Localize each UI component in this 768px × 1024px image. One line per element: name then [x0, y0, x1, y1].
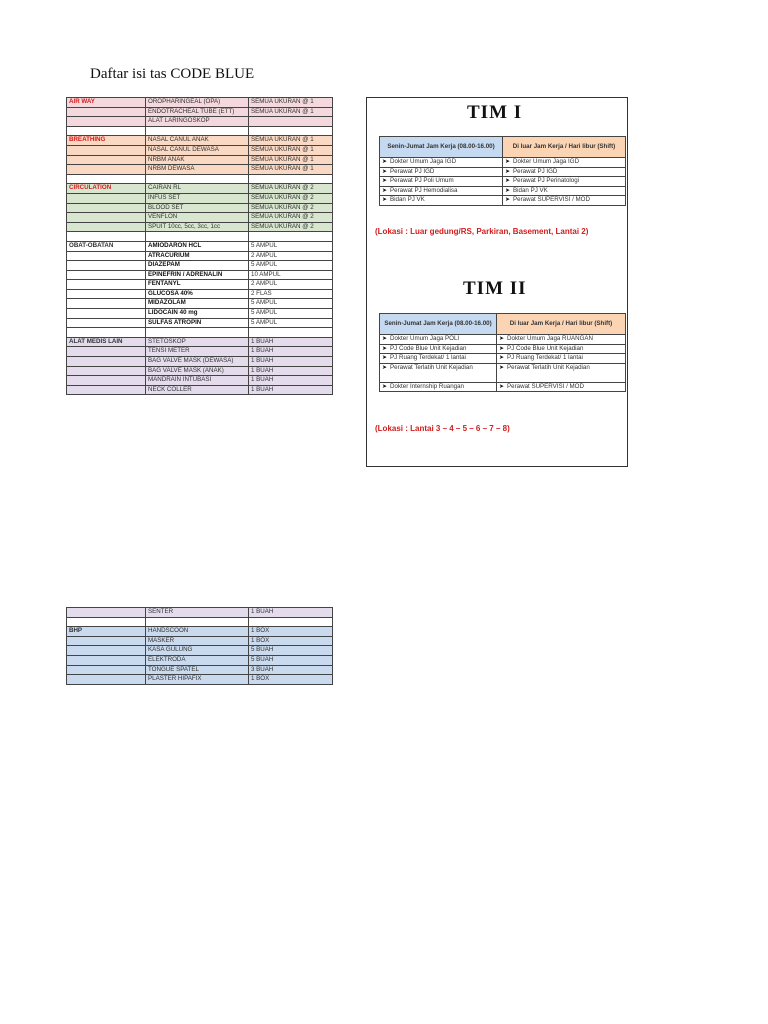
tim2-role-weekday: PJ Ruang Terdekat/ 1 lantai [390, 354, 466, 362]
category-label: BHP [67, 627, 146, 637]
table-row [67, 318, 333, 328]
table-row [380, 354, 626, 364]
spacer-row [67, 232, 333, 242]
table-header-row [380, 137, 626, 158]
bhp-inventory-table [66, 607, 333, 685]
tim2-role-shift: Perawat SUPERVISI / MOD [507, 382, 584, 390]
item-name: NRBM ANAK [146, 155, 249, 165]
item-qty: SEMUA UKURAN @ 2 [249, 213, 333, 223]
tim1-role-weekday: Perawat PJ Poli Umum [390, 177, 454, 185]
table-row [67, 636, 333, 646]
category-label: CIRCULATION [67, 184, 146, 194]
item-name: VENFLON [146, 213, 249, 223]
item-qty: 1 BUAH [249, 366, 333, 376]
tim2-location: (Lokasi : Lantai 3 – 4 – 5 – 6 – 7 – 8) [375, 424, 510, 433]
arrowhead-bullet-icon: ➤ [499, 383, 505, 390]
table-row [67, 155, 333, 165]
tim2-table [379, 313, 626, 392]
item-qty: 1 BOX [249, 636, 333, 646]
tim1-table [379, 136, 626, 206]
table-row [380, 196, 626, 206]
table-header-row [380, 314, 626, 335]
item-name: DIAZEPAM [146, 261, 249, 271]
arrowhead-bullet-icon: ➤ [505, 168, 511, 175]
item-qty: SEMUA UKURAN @ 2 [249, 193, 333, 203]
item-qty: SEMUA UKURAN @ 1 [249, 136, 333, 146]
item-qty: SEMUA UKURAN @ 1 [249, 98, 333, 108]
table-row [67, 98, 333, 108]
category-label: BREATHING [67, 136, 146, 146]
table-row [67, 107, 333, 117]
arrowhead-bullet-icon: ➤ [505, 187, 511, 194]
item-name: TONGUE SPATEL [146, 665, 249, 675]
table-row [380, 158, 626, 168]
arrowhead-bullet-icon: ➤ [382, 159, 388, 165]
item-qty: 1 BUAH [249, 357, 333, 367]
table-row [67, 299, 333, 309]
tim1-header-right: Di luar Jam Kerja / Hari libur (Shift) [503, 137, 626, 158]
arrowhead-bullet-icon: ➤ [382, 345, 388, 352]
item-name: ENDOTRACHEAL TUBE (ETT) [146, 107, 249, 117]
item-name: NECK COLLER [146, 385, 249, 395]
table-row [380, 177, 626, 187]
tim2-role-weekday: PJ Code Blue Unit Kejadian [390, 344, 467, 352]
item-name: MANDRAIN INTUBASI [146, 376, 249, 386]
arrowhead-bullet-icon: ➤ [382, 355, 388, 362]
item-qty: 5 AMPUL [249, 261, 333, 271]
arrowhead-bullet-icon: ➤ [505, 178, 511, 185]
arrowhead-bullet-icon: ➤ [382, 383, 388, 390]
item-name: STETOSKOP [146, 337, 249, 347]
item-qty: 1 BUAH [249, 385, 333, 395]
table-row [67, 289, 333, 299]
arrowhead-bullet-icon: ➤ [499, 336, 505, 342]
table-row [67, 280, 333, 290]
item-qty: 1 BUAH [249, 347, 333, 357]
item-name: TENSI METER [146, 347, 249, 357]
item-name: LIDOCAIN 40 mg [146, 309, 249, 319]
item-name: EPINEFRIN / ADRENALIN [146, 270, 249, 280]
item-qty: 5 AMPUL [249, 241, 333, 251]
spacer-row [67, 328, 333, 338]
table-row [380, 167, 626, 177]
arrowhead-bullet-icon: ➤ [382, 168, 388, 175]
tim1-role-shift: Bidan PJ VK [513, 186, 548, 194]
item-qty: SEMUA UKURAN @ 1 [249, 155, 333, 165]
item-name: ATRACURIUM [146, 251, 249, 261]
table-row [67, 251, 333, 261]
item-qty: SEMUA UKURAN @ 1 [249, 165, 333, 175]
item-qty: 2 AMPUL [249, 280, 333, 290]
tim2-header-right: Di luar Jam Kerja / Hari libur (Shift) [497, 314, 626, 335]
table-row [67, 337, 333, 347]
arrowhead-bullet-icon: ➤ [382, 197, 388, 204]
item-qty: 1 BOX [249, 627, 333, 637]
tim1-role-weekday: Perawat PJ Hemodialisa [390, 186, 458, 194]
item-qty: 1 BUAH [249, 376, 333, 386]
table-row [67, 366, 333, 376]
item-name: MASKER [146, 636, 249, 646]
item-qty: 5 AMPUL [249, 299, 333, 309]
tim2-role-shift: Perawat Terlatih Unit Kejadian [507, 363, 590, 371]
tim2-role-weekday: Dokter Umum Jaga POLI [390, 335, 460, 342]
table-row [67, 665, 333, 675]
item-qty: SEMUA UKURAN @ 2 [249, 222, 333, 232]
item-qty: 3 BUAH [249, 665, 333, 675]
tim1-role-shift: Perawat SUPERVISI / MOD [513, 196, 590, 204]
table-row [67, 646, 333, 656]
item-name: BLOOD SET [146, 203, 249, 213]
tim2-role-shift: PJ Code Blue Unit Kejadian [507, 344, 584, 352]
table-row [380, 186, 626, 196]
arrowhead-bullet-icon: ➤ [499, 345, 505, 352]
item-qty: 2 FLAS [249, 289, 333, 299]
item-qty: 5 BUAH [249, 646, 333, 656]
tim2-role-shift: PJ Ruang Terdekat/ 1 lantai [507, 354, 583, 362]
item-qty: SEMUA UKURAN @ 1 [249, 145, 333, 155]
item-qty: 1 BUAH [249, 337, 333, 347]
item-name: PLASTER HIPAFIX [146, 675, 249, 685]
tim2-role-weekday: Dokter Internship Ruangan [390, 382, 464, 390]
spacer-row [67, 126, 333, 136]
table-row [67, 222, 333, 232]
tim2-header-left: Senin-Jumat Jam Kerja (08.00-16.00) [380, 314, 497, 335]
category-label: AIR WAY [67, 98, 146, 108]
table-row [67, 608, 333, 618]
item-name: MIDAZOLAM [146, 299, 249, 309]
tim1-role-shift: Perawat PJ IGD [513, 167, 558, 175]
item-qty: 5 AMPUL [249, 309, 333, 319]
item-name: BAG VALVE MASK (DEWASA) [146, 357, 249, 367]
table-row [67, 270, 333, 280]
table-row [380, 344, 626, 354]
table-row [67, 136, 333, 146]
table-row [67, 357, 333, 367]
tim2-role-shift: Dokter Umum Jaga RUANGAN [507, 335, 593, 342]
arrowhead-bullet-icon: ➤ [382, 178, 388, 185]
item-qty: 5 AMPUL [249, 318, 333, 328]
table-row [67, 203, 333, 213]
table-row [67, 184, 333, 194]
table-row [67, 261, 333, 271]
spacer-row [67, 174, 333, 184]
item-qty: SEMUA UKURAN @ 2 [249, 203, 333, 213]
code-blue-inventory-table [66, 97, 333, 395]
tim2-title: TIM II [463, 278, 527, 299]
arrowhead-bullet-icon: ➤ [499, 364, 505, 371]
spacer-row [67, 617, 333, 627]
table-row [67, 385, 333, 395]
item-name: HANDSCOON [146, 627, 249, 637]
arrowhead-bullet-icon: ➤ [499, 355, 505, 362]
tim1-role-shift: Perawat PJ Perinatologi [513, 177, 580, 185]
arrowhead-bullet-icon: ➤ [505, 159, 511, 165]
item-name: OROPHARINGEAL (OPA) [146, 98, 249, 108]
item-qty [249, 117, 333, 127]
item-qty: 1 BUAH [249, 608, 333, 618]
arrowhead-bullet-icon: ➤ [382, 364, 388, 371]
item-name: FENTANYL [146, 280, 249, 290]
table-row [67, 376, 333, 386]
table-row [380, 382, 626, 392]
table-row [67, 241, 333, 251]
item-name: NASAL CANUL ANAK [146, 136, 249, 146]
tim1-role-weekday: Bidan PJ VK [390, 196, 425, 204]
item-name: ELEKTRODA [146, 655, 249, 665]
tim1-role-weekday: Perawat PJ IGD [390, 167, 435, 175]
tim2-role-weekday: Perawat Terlatih Unit Kejadian [390, 363, 473, 371]
page-title: Daftar isi tas CODE BLUE [90, 66, 255, 82]
item-qty: 2 AMPUL [249, 251, 333, 261]
table-row [380, 363, 626, 382]
tim1-title: TIM I [467, 102, 523, 123]
team-panel [366, 97, 628, 467]
item-qty: 5 BUAH [249, 655, 333, 665]
table-row [67, 655, 333, 665]
table-row [67, 627, 333, 637]
item-qty: SEMUA UKURAN @ 2 [249, 184, 333, 194]
item-qty: 10 AMPUL [249, 270, 333, 280]
item-name: KASA GULUNG [146, 646, 249, 656]
item-qty: 1 BOX [249, 675, 333, 685]
category-label: OBAT-OBATAN [67, 241, 146, 251]
category-label: ALAT MEDIS LAIN [67, 337, 146, 347]
tim1-role-shift: Dokter Umum Jaga IGD [513, 158, 580, 165]
tim1-location: (Lokasi : Luar gedung/RS, Parkiran, Basement, Lantai 2) [375, 227, 589, 236]
table-row [67, 117, 333, 127]
table-row [67, 213, 333, 223]
item-name: NRBM DEWASA [146, 165, 249, 175]
table-row [67, 145, 333, 155]
table-row [67, 193, 333, 203]
item-name: SENTER [146, 608, 249, 618]
item-name: CAIRAN RL [146, 184, 249, 194]
item-name: AMIODARON HCL [146, 241, 249, 251]
item-name: GLUCOSA 40% [146, 289, 249, 299]
table-row [67, 347, 333, 357]
arrowhead-bullet-icon: ➤ [505, 197, 511, 204]
item-qty: SEMUA UKURAN @ 1 [249, 107, 333, 117]
item-name: NASAL CANUL DEWASA [146, 145, 249, 155]
table-row [67, 165, 333, 175]
item-name: BAG VALVE MASK (ANAK) [146, 366, 249, 376]
item-name: ALAT LARINGOSKOP [146, 117, 249, 127]
table-row [67, 675, 333, 685]
arrowhead-bullet-icon: ➤ [382, 187, 388, 194]
item-name: SPUIT 10cc, 5cc, 3cc, 1cc [146, 222, 249, 232]
item-name: INFUS SET [146, 193, 249, 203]
tim1-role-weekday: Dokter Umum Jaga IGD [390, 158, 457, 165]
tim1-header-left: Senin-Jumat Jam Kerja (08.00-16.00) [380, 137, 503, 158]
table-row [380, 335, 626, 345]
table-row [67, 309, 333, 319]
arrowhead-bullet-icon: ➤ [382, 336, 388, 342]
item-name: SULFAS ATROPIN [146, 318, 249, 328]
